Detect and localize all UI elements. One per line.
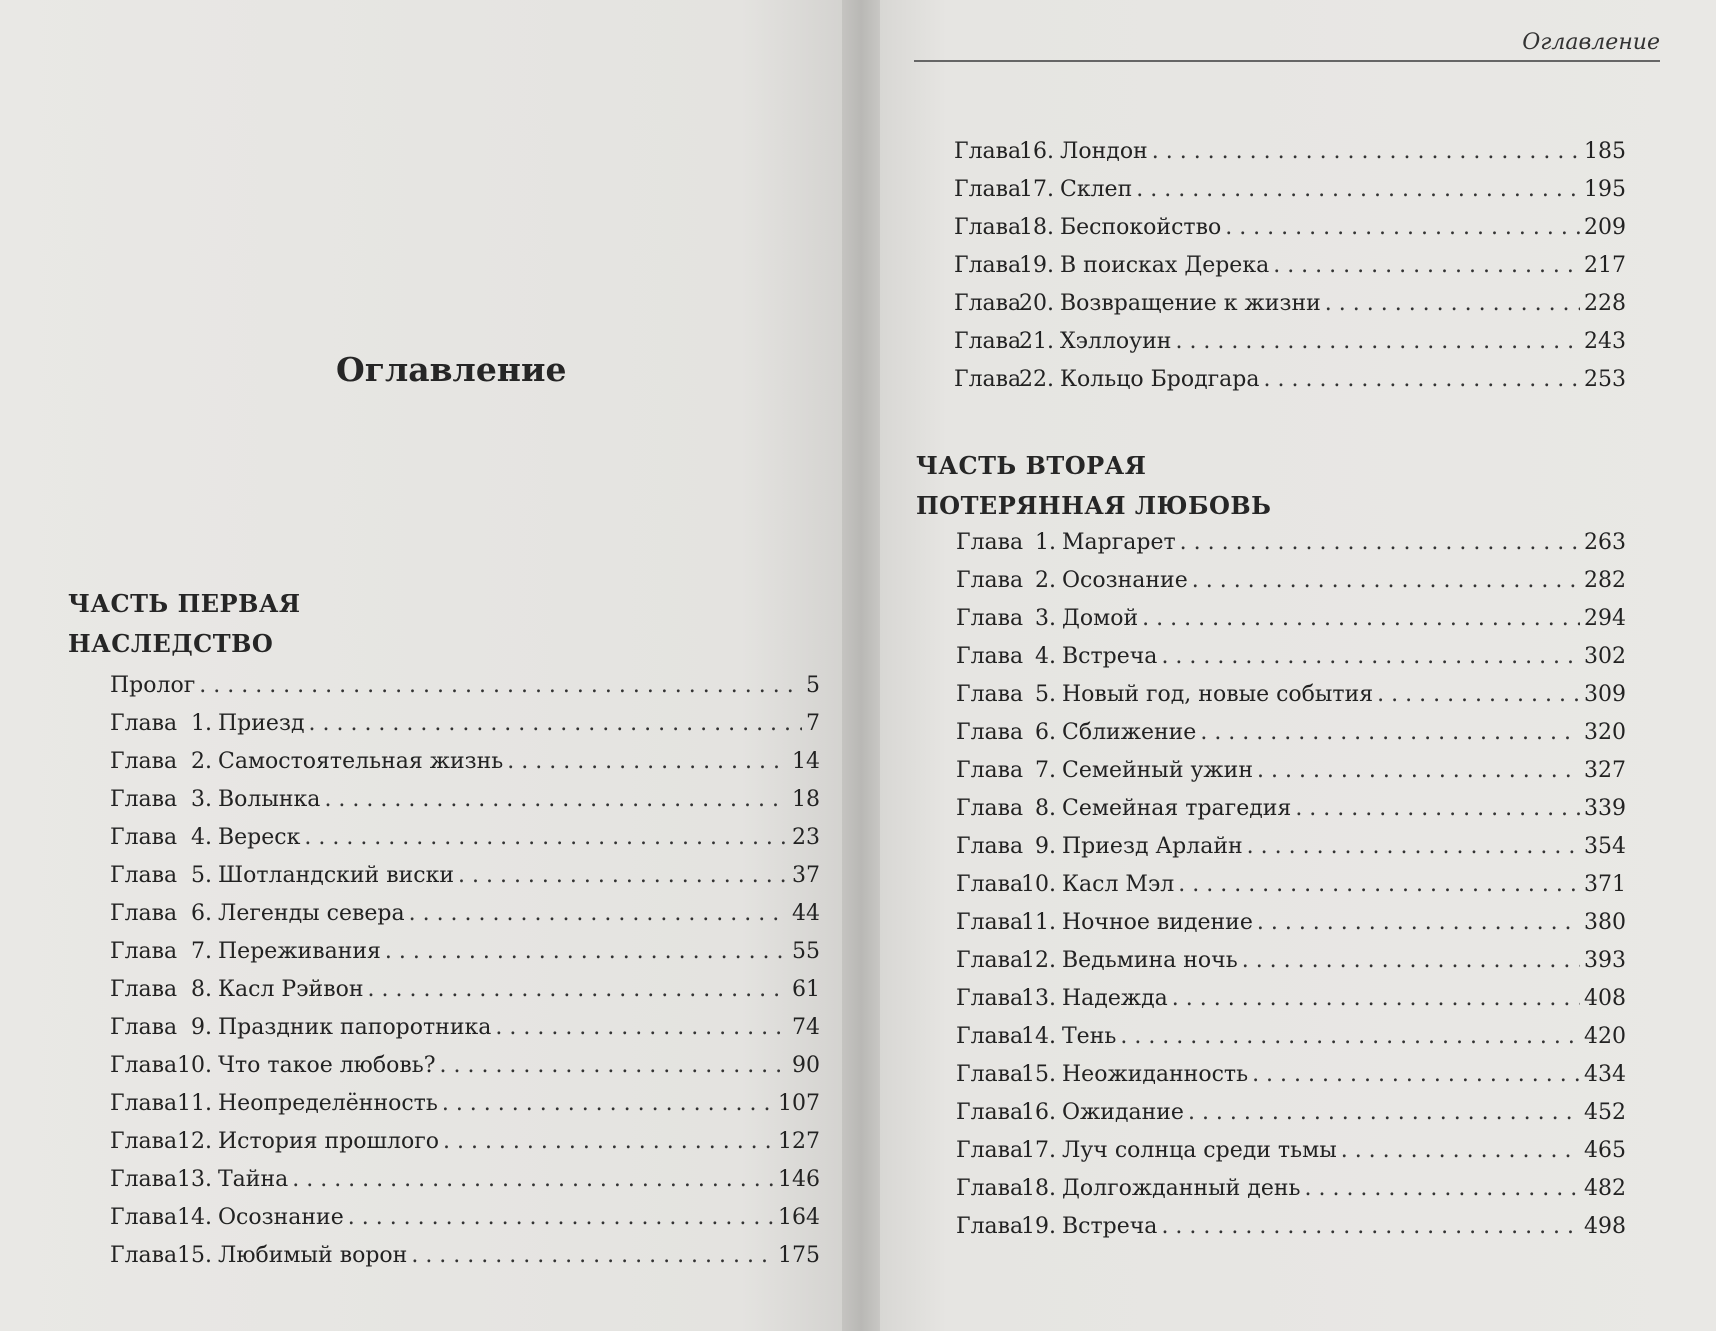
- chapter-title: Маргарет: [1062, 530, 1176, 555]
- chapter-page: 7: [806, 711, 820, 736]
- dot-leader: [199, 673, 802, 698]
- chapter-title: Долгожданный день: [1062, 1176, 1301, 1201]
- part1-chapter-list-continued: [954, 139, 1626, 405]
- dot-leader: [1161, 644, 1580, 669]
- chapter-number: 2.: [1035, 568, 1056, 593]
- chapter-title: История прошлого: [218, 1129, 439, 1154]
- chapter-label: Глава: [110, 1167, 178, 1192]
- chapter-number: 8.: [191, 977, 212, 1002]
- chapter-title: Осознание: [218, 1205, 344, 1230]
- chapter-label: Глава: [956, 1062, 1024, 1087]
- chapter-title: Неопределённость: [218, 1091, 438, 1116]
- chapter-title: Тайна: [218, 1167, 289, 1192]
- chapter-label: Глава: [110, 863, 178, 888]
- chapter-label: Глава: [956, 1138, 1024, 1163]
- chapter-number: 5.: [191, 863, 212, 888]
- chapter-label: Глава: [110, 1053, 178, 1078]
- chapter-title: Лондон: [1060, 139, 1148, 164]
- chapter-page: 55: [792, 939, 820, 964]
- chapter-title: Возвращение к жизни: [1060, 291, 1321, 316]
- toc-entry[interactable]: [956, 606, 1626, 644]
- chapter-label: Глава: [110, 825, 178, 850]
- toc-entry[interactable]: [956, 872, 1626, 910]
- toc-entry[interactable]: [956, 1100, 1626, 1138]
- dot-leader: [304, 825, 788, 850]
- chapter-title: Приезд Арлайн: [1062, 834, 1243, 859]
- chapter-page: 354: [1584, 834, 1626, 859]
- chapter-label: Глава: [954, 367, 1022, 392]
- chapter-number: 16.: [1021, 1100, 1056, 1125]
- chapter-number: 7.: [191, 939, 212, 964]
- chapter-page: 107: [778, 1091, 820, 1116]
- chapter-number: 1.: [1035, 530, 1056, 555]
- chapter-title: Что такое любовь?: [218, 1053, 436, 1078]
- chapter-page: 309: [1584, 682, 1626, 707]
- chapter-number: 17.: [1021, 1138, 1056, 1163]
- toc-entry[interactable]: [954, 139, 1626, 177]
- chapter-label: Глава: [956, 1100, 1024, 1125]
- toc-entry[interactable]: [956, 1138, 1626, 1176]
- chapter-label: Глава: [956, 872, 1024, 897]
- chapter-page: 127: [778, 1129, 820, 1154]
- dot-leader: [442, 1091, 774, 1116]
- part1-name: НАСЛЕДСТВО: [68, 629, 274, 658]
- chapter-page: 243: [1584, 329, 1626, 354]
- chapter-title: Переживания: [218, 939, 381, 964]
- chapter-title: Ведьмина ночь: [1062, 948, 1238, 973]
- chapter-title: Легенды севера: [218, 901, 405, 926]
- chapter-number: 13.: [1021, 986, 1056, 1011]
- chapter-title: Кольцо Бродгара: [1060, 367, 1260, 392]
- chapter-number: 15.: [1021, 1062, 1056, 1087]
- dot-leader: [1247, 834, 1580, 859]
- chapter-title: Беспокойство: [1060, 215, 1222, 240]
- toc-entry-prologue[interactable]: [110, 673, 820, 711]
- chapter-title: Ночное видение: [1062, 910, 1253, 935]
- chapter-page: 14: [792, 749, 820, 774]
- chapter-label: Глава: [954, 253, 1022, 278]
- chapter-number: 1.: [191, 711, 212, 736]
- chapter-page: 482: [1584, 1176, 1626, 1201]
- toc-entry[interactable]: [956, 644, 1626, 682]
- toc-entry[interactable]: [110, 1015, 820, 1053]
- chapter-title: Домой: [1062, 606, 1139, 631]
- running-head: Оглавление: [1522, 30, 1660, 55]
- chapter-title: Самостоятельная жизнь: [218, 749, 504, 774]
- dot-leader: [1264, 367, 1581, 392]
- chapter-number: 15.: [177, 1243, 212, 1268]
- chapter-page: 302: [1584, 644, 1626, 669]
- part2-chapter-list: [956, 530, 1626, 1252]
- dot-leader: [1325, 291, 1580, 316]
- prologue-title: Пролог: [110, 673, 196, 698]
- toc-entry[interactable]: [110, 901, 820, 939]
- chapter-page: 420: [1584, 1024, 1626, 1049]
- dot-leader: [1136, 177, 1580, 202]
- chapter-label: Глава: [954, 177, 1022, 202]
- chapter-page: 327: [1584, 758, 1626, 783]
- toc-entry[interactable]: [954, 329, 1626, 367]
- chapter-page: 263: [1584, 530, 1626, 555]
- chapter-number: 21.: [1019, 329, 1054, 354]
- chapter-number: 6.: [1035, 720, 1056, 745]
- dot-leader: [1152, 139, 1580, 164]
- chapter-label: Глава: [956, 796, 1024, 821]
- part1-number: ЧАСТЬ ПЕРВАЯ: [68, 589, 301, 618]
- toc-entry[interactable]: [956, 1062, 1626, 1100]
- chapter-title: Неожиданность: [1062, 1062, 1249, 1087]
- chapter-page: 44: [792, 901, 820, 926]
- dot-leader: [1225, 215, 1580, 240]
- dot-leader: [292, 1167, 774, 1192]
- chapter-page: 61: [792, 977, 820, 1002]
- dot-leader: [309, 711, 803, 736]
- toc-entry[interactable]: [110, 749, 820, 787]
- chapter-number: 18.: [1021, 1176, 1056, 1201]
- chapter-title: Праздник папоротника: [218, 1015, 492, 1040]
- chapter-number: 14.: [177, 1205, 212, 1230]
- toc-entry[interactable]: [110, 1243, 820, 1281]
- dot-leader: [1242, 948, 1580, 973]
- part2-heading: [916, 446, 1271, 526]
- chapter-label: Глава: [954, 291, 1022, 316]
- toc-entry[interactable]: [956, 1024, 1626, 1062]
- chapter-label: Глава: [956, 682, 1024, 707]
- toc-entry[interactable]: [110, 787, 820, 825]
- chapter-page: 23: [792, 825, 820, 850]
- chapter-page: 393: [1584, 948, 1626, 973]
- toc-entry[interactable]: [954, 291, 1626, 329]
- part2-number: ЧАСТЬ ВТОРАЯ: [916, 451, 1147, 480]
- toc-entry[interactable]: [110, 1129, 820, 1167]
- dot-leader: [385, 939, 788, 964]
- chapter-number: 14.: [1021, 1024, 1056, 1049]
- dot-leader: [1252, 1062, 1580, 1087]
- chapter-page: 209: [1584, 215, 1626, 240]
- dot-leader: [1142, 606, 1580, 631]
- toc-entry[interactable]: [956, 910, 1626, 948]
- chapter-title: Семейный ужин: [1062, 758, 1253, 783]
- chapter-page: 465: [1584, 1138, 1626, 1163]
- chapter-label: Глава: [956, 910, 1024, 935]
- toc-entry[interactable]: [110, 825, 820, 863]
- chapter-title: Приезд: [218, 711, 305, 736]
- chapter-number: 2.: [191, 749, 212, 774]
- toc-entry[interactable]: [954, 177, 1626, 215]
- chapter-label: Глава: [110, 977, 178, 1002]
- chapter-title: Волынка: [218, 787, 321, 812]
- chapter-title: Сближение: [1062, 720, 1197, 745]
- chapter-label: Глава: [110, 1129, 178, 1154]
- book-gutter: [842, 0, 880, 1331]
- chapter-number: 19.: [1021, 1214, 1056, 1239]
- chapter-number: 9.: [191, 1015, 212, 1040]
- chapter-label: Глава: [110, 939, 178, 964]
- chapter-number: 11.: [1021, 910, 1056, 935]
- chapter-label: Глава: [956, 1024, 1024, 1049]
- dot-leader: [507, 749, 788, 774]
- chapter-title: В поисках Дерека: [1060, 253, 1270, 278]
- dot-leader: [1161, 1214, 1580, 1239]
- chapter-label: Глава: [110, 1243, 178, 1268]
- toc-entry[interactable]: [956, 568, 1626, 606]
- running-head-rule: [914, 60, 1660, 62]
- part1-chapter-list: [110, 673, 820, 1281]
- dot-leader: [443, 1129, 774, 1154]
- dot-leader: [1180, 530, 1580, 555]
- chapter-page: 380: [1584, 910, 1626, 935]
- prologue-page: 5: [806, 673, 820, 698]
- dot-leader: [348, 1205, 774, 1230]
- chapter-label: Глава: [110, 787, 178, 812]
- chapter-number: 8.: [1035, 796, 1056, 821]
- chapter-title: Новый год, новые события: [1062, 682, 1374, 707]
- chapter-label: Глава: [956, 720, 1024, 745]
- chapter-page: 175: [778, 1243, 820, 1268]
- chapter-page: 37: [792, 863, 820, 888]
- chapter-title: Встреча: [1062, 1214, 1158, 1239]
- toc-entry[interactable]: [956, 758, 1626, 796]
- chapter-label: Глава: [956, 986, 1024, 1011]
- chapter-title: Шотландский виски: [218, 863, 454, 888]
- dot-leader: [495, 1015, 788, 1040]
- chapter-title: Надежда: [1062, 986, 1168, 1011]
- part1-heading: [68, 584, 301, 664]
- chapter-page: 195: [1584, 177, 1626, 202]
- chapter-label: Глава: [954, 139, 1022, 164]
- chapter-page: 294: [1584, 606, 1626, 631]
- chapter-page: 253: [1584, 367, 1626, 392]
- dot-leader: [324, 787, 788, 812]
- chapter-title: Вереск: [218, 825, 301, 850]
- chapter-title: Встреча: [1062, 644, 1158, 669]
- chapter-title: Склеп: [1060, 177, 1133, 202]
- toc-entry[interactable]: [956, 834, 1626, 872]
- toc-entry[interactable]: [110, 1205, 820, 1243]
- dot-leader: [1304, 1176, 1580, 1201]
- chapter-page: 74: [792, 1015, 820, 1040]
- toc-entry[interactable]: [956, 1176, 1626, 1214]
- chapter-page: 434: [1584, 1062, 1626, 1087]
- toc-entry[interactable]: [110, 939, 820, 977]
- toc-entry[interactable]: [110, 711, 820, 749]
- dot-leader: [1192, 568, 1580, 593]
- dot-leader: [409, 901, 788, 926]
- chapter-page: 146: [778, 1167, 820, 1192]
- dot-leader: [1188, 1100, 1580, 1125]
- chapter-page: 90: [792, 1053, 820, 1078]
- chapter-number: 5.: [1035, 682, 1056, 707]
- dot-leader: [1120, 1024, 1580, 1049]
- chapter-title: Любимый ворон: [218, 1243, 408, 1268]
- toc-entry[interactable]: [110, 977, 820, 1015]
- chapter-label: Глава: [110, 901, 178, 926]
- chapter-label: Глава: [956, 568, 1024, 593]
- chapter-title: Касл Рэйвон: [218, 977, 364, 1002]
- chapter-label: Глава: [956, 1214, 1024, 1239]
- toc-entry[interactable]: [110, 863, 820, 901]
- chapter-number: 7.: [1035, 758, 1056, 783]
- chapter-label: Глава: [956, 530, 1024, 555]
- toc-entry[interactable]: [110, 1091, 820, 1129]
- chapter-page: 217: [1584, 253, 1626, 278]
- chapter-title: Ожидание: [1062, 1100, 1184, 1125]
- chapter-number: 16.: [1019, 139, 1054, 164]
- toc-entry[interactable]: [110, 1053, 820, 1091]
- dot-leader: [411, 1243, 774, 1268]
- chapter-title: Луч солнца среди тьмы: [1062, 1138, 1337, 1163]
- chapter-page: 282: [1584, 568, 1626, 593]
- toc-entry[interactable]: [956, 948, 1626, 986]
- chapter-label: Глава: [110, 1015, 178, 1040]
- chapter-page: 185: [1584, 139, 1626, 164]
- chapter-number: 18.: [1019, 215, 1054, 240]
- chapter-page: 164: [778, 1205, 820, 1230]
- chapter-title: Семейная трагедия: [1062, 796, 1292, 821]
- chapter-page: 498: [1584, 1214, 1626, 1239]
- chapter-number: 6.: [191, 901, 212, 926]
- chapter-number: 10.: [177, 1053, 212, 1078]
- dot-leader: [1172, 986, 1580, 1011]
- chapter-number: 4.: [191, 825, 212, 850]
- chapter-number: 3.: [1035, 606, 1056, 631]
- toc-entry[interactable]: [110, 1167, 820, 1205]
- dot-leader: [1257, 758, 1580, 783]
- toc-entry[interactable]: [954, 253, 1626, 291]
- toc-entry[interactable]: [956, 796, 1626, 834]
- chapter-label: Глава: [956, 948, 1024, 973]
- chapter-label: Глава: [110, 711, 178, 736]
- chapter-label: Глава: [956, 1176, 1024, 1201]
- toc-entry[interactable]: [956, 720, 1626, 758]
- chapter-title: Осознание: [1062, 568, 1188, 593]
- chapter-label: Глава: [954, 329, 1022, 354]
- chapter-number: 9.: [1035, 834, 1056, 859]
- dot-leader: [1273, 253, 1580, 278]
- chapter-number: 10.: [1021, 872, 1056, 897]
- chapter-title: Хэллоуин: [1060, 329, 1172, 354]
- chapter-page: 371: [1584, 872, 1626, 897]
- dot-leader: [1200, 720, 1580, 745]
- dot-leader: [1295, 796, 1580, 821]
- part2-name: ПОТЕРЯННАЯ ЛЮБОВЬ: [916, 491, 1272, 520]
- chapter-label: Глава: [110, 749, 178, 774]
- toc-entry[interactable]: [954, 215, 1626, 253]
- chapter-label: Глава: [956, 644, 1024, 669]
- chapter-number: 22.: [1019, 367, 1054, 392]
- chapter-number: 3.: [191, 787, 212, 812]
- dot-leader: [1377, 682, 1580, 707]
- toc-entry[interactable]: [956, 682, 1626, 720]
- chapter-label: Глава: [110, 1091, 178, 1116]
- chapter-number: 12.: [177, 1129, 212, 1154]
- chapter-number: 20.: [1019, 291, 1054, 316]
- chapter-label: Глава: [956, 758, 1024, 783]
- toc-entry[interactable]: [954, 367, 1626, 405]
- chapter-label: Глава: [956, 606, 1024, 631]
- dot-leader: [1341, 1138, 1580, 1163]
- toc-entry[interactable]: [956, 530, 1626, 568]
- dot-leader: [1175, 329, 1580, 354]
- chapter-number: 4.: [1035, 644, 1056, 669]
- chapter-page: 18: [792, 787, 820, 812]
- chapter-number: 11.: [177, 1091, 212, 1116]
- chapter-number: 19.: [1019, 253, 1054, 278]
- chapter-page: 339: [1584, 796, 1626, 821]
- dot-leader: [1257, 910, 1580, 935]
- chapter-page: 320: [1584, 720, 1626, 745]
- chapter-label: Глава: [956, 834, 1024, 859]
- chapter-label: Глава: [954, 215, 1022, 240]
- chapter-page: 228: [1584, 291, 1626, 316]
- chapter-title: Тень: [1062, 1024, 1117, 1049]
- chapter-number: 13.: [177, 1167, 212, 1192]
- chapter-number: 12.: [1021, 948, 1056, 973]
- dot-leader: [1178, 872, 1580, 897]
- chapter-page: 408: [1584, 986, 1626, 1011]
- toc-entry[interactable]: [956, 986, 1626, 1024]
- toc-entry[interactable]: [956, 1214, 1626, 1252]
- chapter-label: Глава: [110, 1205, 178, 1230]
- chapter-number: 17.: [1019, 177, 1054, 202]
- chapter-page: 452: [1584, 1100, 1626, 1125]
- dot-leader: [368, 977, 788, 1002]
- dot-leader: [440, 1053, 789, 1078]
- toc-title: Оглавление: [336, 350, 567, 389]
- dot-leader: [458, 863, 788, 888]
- chapter-title: Касл Мэл: [1062, 872, 1175, 897]
